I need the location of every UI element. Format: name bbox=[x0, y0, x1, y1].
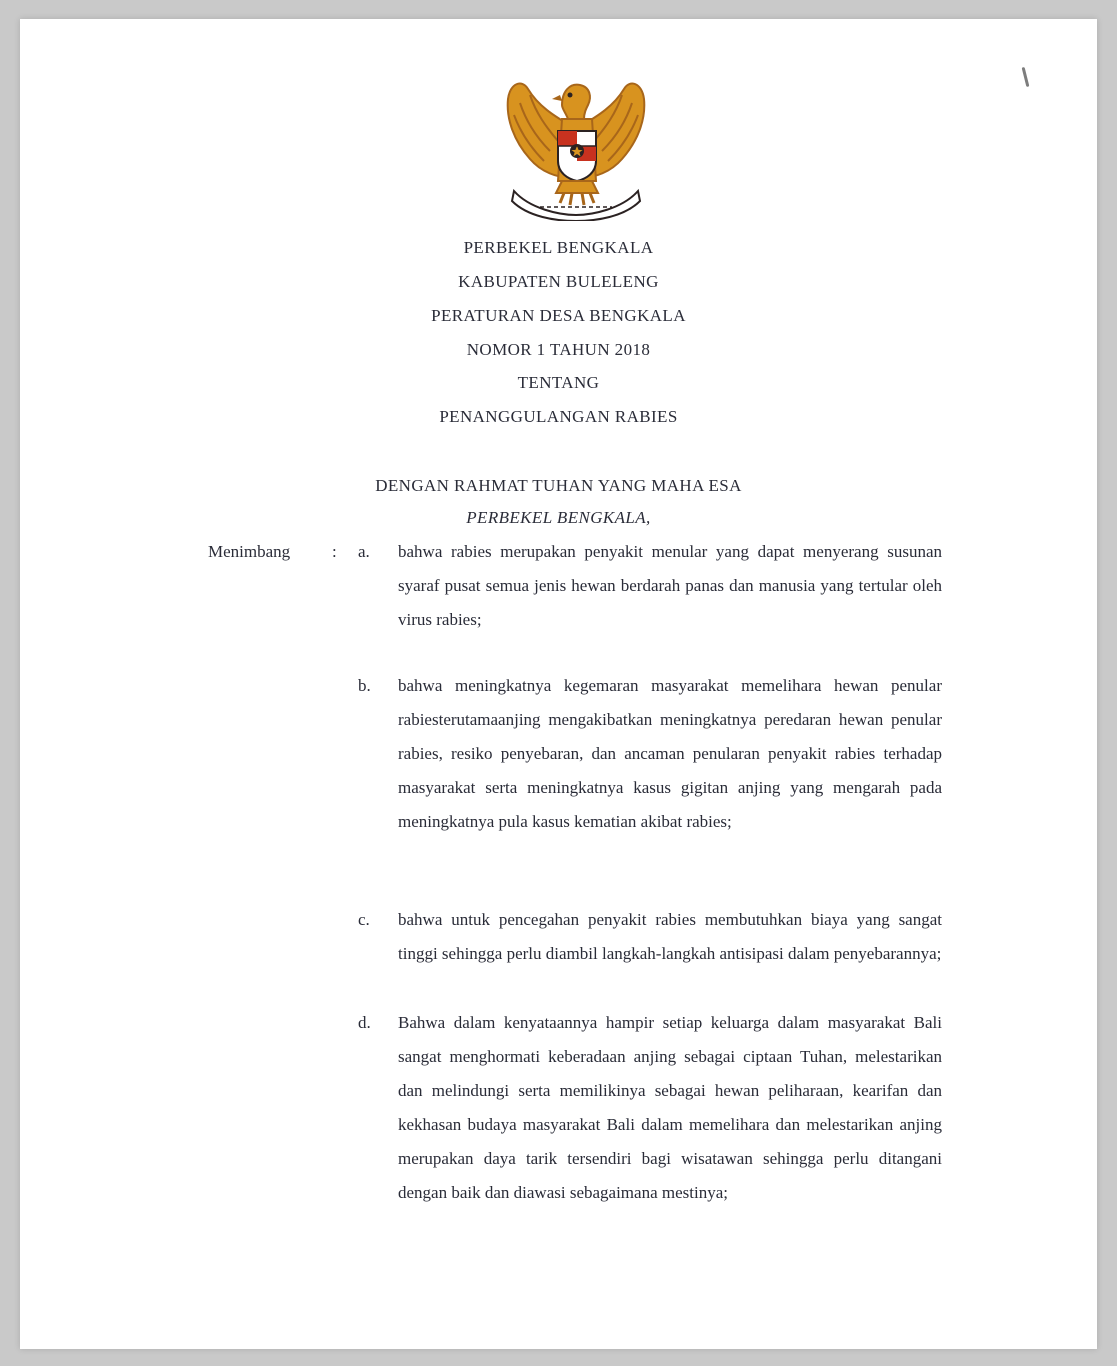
item-text: bahwa rabies merupakan penyakit menular yang dapat menyerang susunan syaraf pusat semua jenis hewan berdarah panas dan manusia yang tertular oleh virus rabies; bbox=[398, 542, 942, 629]
header-line-tentang: TENTANG bbox=[517, 373, 600, 392]
header-line-peraturan: PERATURAN DESA BENGKALA bbox=[431, 306, 686, 325]
garuda-emblem-icon bbox=[500, 69, 652, 221]
item-text: bahwa meningkatnya kegemaran masyarakat memelihara hewan penular rabiesterutamaanjing mengakibatkan meningkatnya peredaran hewan penular rabies, resiko penyebaran, dan ancaman penularan penyakit rabies terhadap masyarakat serta meningkatnya kasus gigitan anjing yang mengarah pada meningkatnya pula kasus kematian akibat rabies; bbox=[398, 676, 942, 831]
header-line-perbekel: PERBEKEL BENGKALA bbox=[463, 238, 654, 257]
item-marker: a. bbox=[358, 542, 370, 561]
header-line-subject: PENANGGULANGAN RABIES bbox=[439, 407, 678, 426]
header-line-nomor: NOMOR 1 TAHUN 2018 bbox=[466, 340, 651, 359]
scan-mark bbox=[1022, 67, 1030, 87]
item-text: bahwa untuk pencegahan penyakit rabies membutuhkan biaya yang sangat tinggi sehingga perlu diambil langkah-langkah antisipasi dalam penyebarannya; bbox=[398, 910, 942, 963]
item-marker: b. bbox=[358, 676, 371, 695]
document-page bbox=[20, 19, 1097, 1349]
considering-colon: : bbox=[332, 542, 337, 561]
item-text: Bahwa dalam kenyataannya hampir setiap keluarga dalam masyarakat Bali sangat menghormati keberadaan anjing sebagai ciptaan Tuhan, melestarikan dan melindungi serta memilikinya sebagai hewan peliharaan, kearifan dan kekhasan budaya masyarakat Bali dalam memelihara dan melestarikan anjing merupakan daya tarik tersendiri bagi wisatawan sehingga perlu ditangani dengan baik dan diawasi sebagaimana mestinya; bbox=[398, 1013, 942, 1202]
item-marker: c. bbox=[358, 910, 370, 929]
item-marker: d. bbox=[358, 1013, 371, 1032]
preamble-perbekel: PERBEKEL BENGKALA, bbox=[466, 508, 651, 527]
header-line-kabupaten: KABUPATEN BULELENG bbox=[458, 272, 659, 291]
preamble-rahmat: DENGAN RAHMAT TUHAN YANG MAHA ESA bbox=[375, 476, 742, 495]
considering-label: Menimbang bbox=[208, 542, 291, 561]
